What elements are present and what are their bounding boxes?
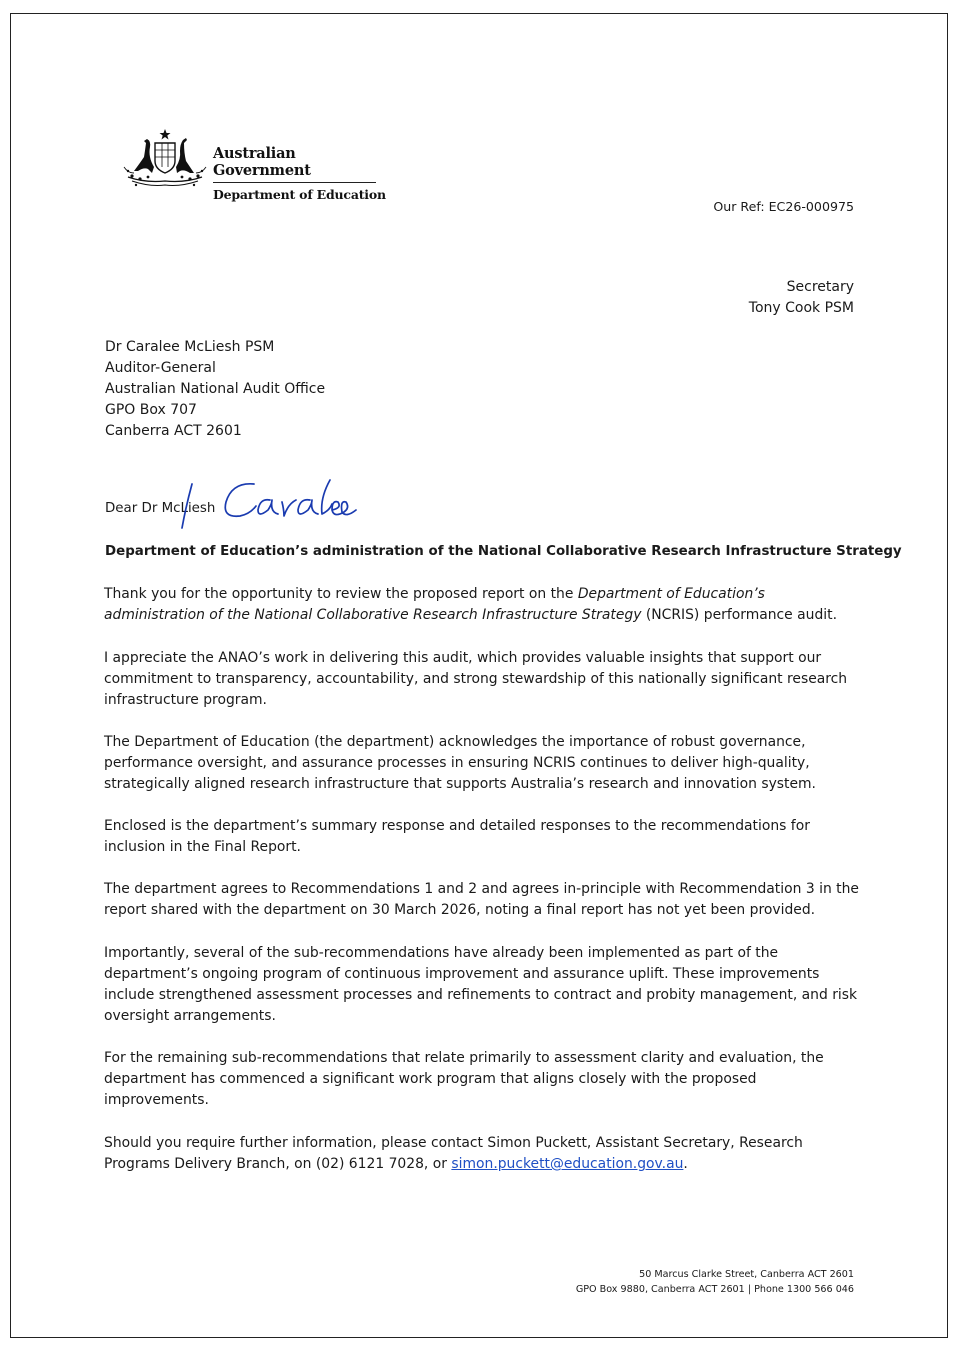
department-name: Department of Education <box>213 187 386 202</box>
recipient-po-box: GPO Box 707 <box>105 402 197 418</box>
sender-name: Tony Cook PSM <box>748 300 854 316</box>
recipient-organisation: Australian National Audit Office <box>105 381 326 397</box>
report-title: Department of Education’s administration of the National Collaborative Research Infrastructure Strategy <box>104 586 765 623</box>
letterhead <box>120 127 390 202</box>
sender-title: Secretary <box>786 279 854 295</box>
recipient-name: Dr Caralee McLiesh PSM <box>105 339 275 355</box>
paragraph-appreciation: I appreciate the ANAO’s work in delivering this audit, which provides valuable insights that support our commitment to transparency, accountability, and strong stewardship of this nationally significant research infrastructure program. <box>104 650 848 708</box>
recipient-address <box>105 337 325 442</box>
recipient-position: Auditor-General <box>105 360 216 376</box>
footer-address <box>576 1267 854 1297</box>
paragraph-intro-text: Thank you for the opportunity to review the proposed report on the <box>104 586 578 602</box>
paragraph-agreement: The department agrees to Recommendations 1 and 2 and agrees in-principle with Recommendation 3 in the report shared with the department on 30 March 2026, noting a final report has not yet been provided. <box>104 881 859 918</box>
handwritten-salutation-signature <box>160 476 360 532</box>
paragraph-contact-end: . <box>683 1156 688 1172</box>
paragraph-acknowledgement: The Department of Education (the department) acknowledges the importance of robust governance, performance oversight, and assurance processes in ensuring NCRIS continues to deliver high-quality, strategically aligned research infrastructure that supports Australia’s research and innovation system. <box>104 734 816 792</box>
contact-email-link[interactable]: simon.puckett@education.gov.au <box>451 1156 684 1172</box>
coat-of-arms-icon <box>120 127 210 191</box>
recipient-city: Canberra ACT 2601 <box>105 423 242 439</box>
footer-postal-phone: GPO Box 9880, Canberra ACT 2601 | Phone 1300 566 046 <box>575 1284 854 1295</box>
paragraph-enclosure: Enclosed is the department’s summary response and detailed responses to the recommendations for inclusion in the Final Report. <box>104 818 810 855</box>
government-name: Australian Government <box>213 145 311 179</box>
paragraph-implementation: Importantly, several of the sub-recommendations have already been implemented as part of the department’s ongoing program of continuous improvement and assurance uplift. These improvements include strengthened assessment processes and refinements to contract and probity management, and risk oversight arrangements. <box>104 945 858 1024</box>
paragraph-work-program: For the remaining sub-recommendations that relate primarily to assessment clarity and evaluation, the department has commenced a significant work program that aligns closely with the proposed improvements. <box>104 1050 824 1108</box>
paragraph-contact <box>104 1133 864 1175</box>
footer-street-address: 50 Marcus Clarke Street, Canberra ACT 2601 <box>639 1269 854 1280</box>
salutation: Dear Dr McLiesh <box>105 501 216 516</box>
sender-block <box>749 277 854 319</box>
letter-subject: Department of Education’s administration of the National Collaborative Research Infrastructure Strategy <box>105 544 902 559</box>
reference-number: Our Ref: EC26-000975 <box>713 199 854 214</box>
letterhead-text <box>213 145 390 202</box>
paragraph-intro-end: (NCRIS) performance audit. <box>641 607 837 623</box>
paragraph-intro <box>104 584 864 626</box>
paragraph-contact-text: Should you require further information, please contact Simon Puckett, Assistant Secretary, Research Programs Delivery Branch, on (02) 6121 7028, or <box>104 1135 803 1172</box>
letterhead-rule <box>213 182 376 183</box>
